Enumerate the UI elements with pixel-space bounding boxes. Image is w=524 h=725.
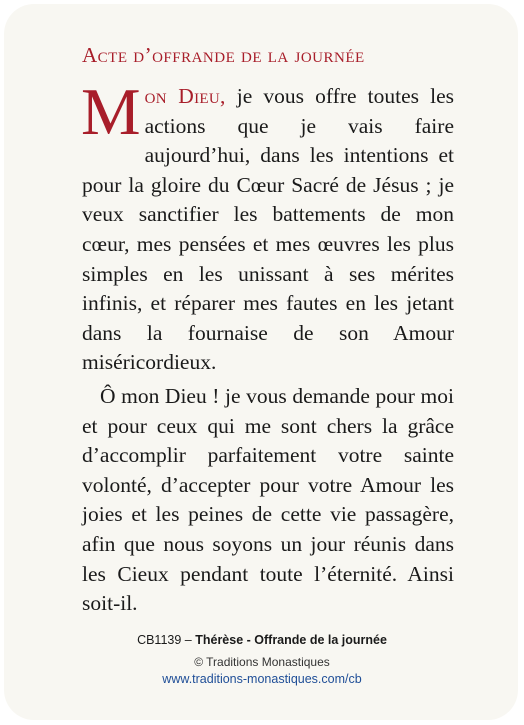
prayer-paragraph-2: Ô mon Dieu ! je vous demande pour moi et pour ceux qui me sont chers la grâce d’accomplir parfaitement votre sainte volonté, d’accepter pour votre Amour les joies et les peines de cette vie passagère, afin que nous soyons un jour réunis dans les Cieux pendant toute l’éternité. Ainsi soit-il. (82, 384, 454, 616)
copyright-notice: © Traditions Monastiques (194, 655, 330, 669)
card-reference-code: CB1139 – (137, 633, 196, 647)
opening-words: on Dieu, (144, 84, 226, 108)
prayer-card (4, 4, 518, 720)
prayer-title: Acte d’offrande de la journée (82, 43, 365, 67)
card-reference-title: Thérèse - Offrande de la journée (195, 633, 387, 647)
prayer-paragraph-1 (81, 75, 454, 378)
drop-cap: M (81, 75, 141, 149)
paragraph-1-text: je vous offre toutes les actions que je vais faire aujourd’hui, dans les intentions et pour la gloire du Cœur Sacré de Jésus ; je veux sanctifier les battements de mon cœur, mes pensées et mes œuvres les plus simples en les unissant à ses mérites infinis, et réparer mes fautes en les jetant dans la fournaise de son Amour miséricordieux. (82, 84, 454, 375)
card-reference (0, 633, 524, 647)
website-link[interactable]: www.traditions-monastiques.com/cb (162, 672, 362, 686)
